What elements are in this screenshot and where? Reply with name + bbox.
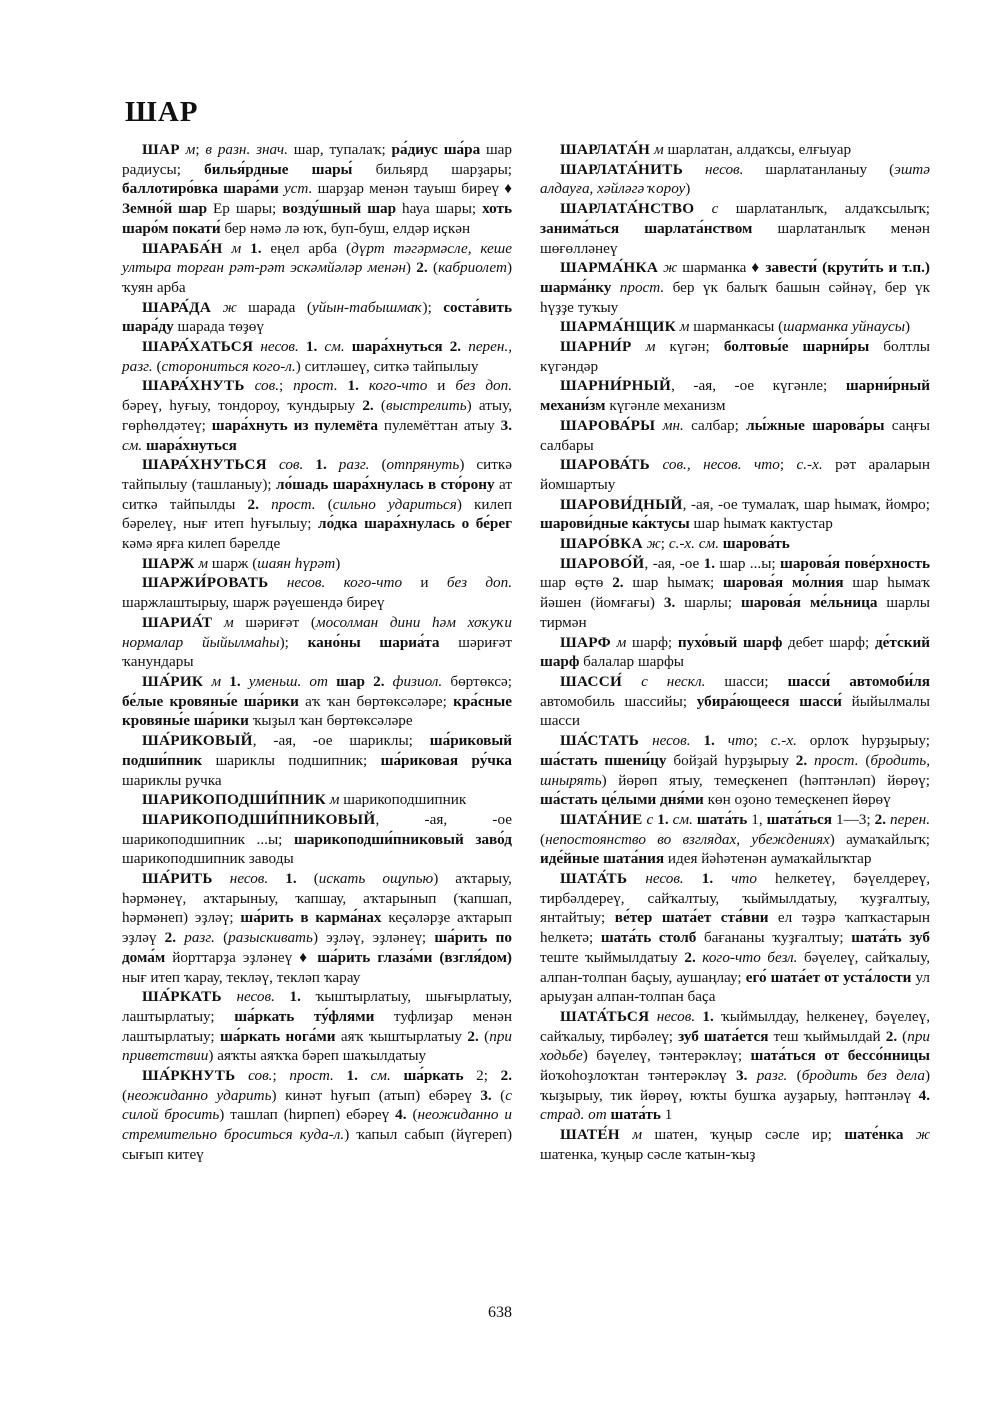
dictionary-entry: ША́РКАТЬ несов. 1. ҡыштырлатыу, шығырлатыу, лаштырлатыу; ша́ркать ту́флями туфлиҙар менән лаштырлатыу; ша́ркать нога́ми аяҡ ҡыштырлатыу 2. (при приветствии) аяҡты аяҡҡа бәреп шаҡылдатыу: [122, 988, 512, 1065]
dictionary-entry: ШАРЖ м шарж (шаян һүрәт): [142, 554, 341, 572]
dictionary-entry: ШАТА́ТЬСЯ несов. 1. ҡыймылдау, һелкенеү, бәүелеү, сайҡалыу, тирбәлеү; зуб шата́ется теш ҡыймылдай 2. (при ходьбе) бәүелеү, тәнтерәкләү; шата́ться от бессо́нницы йоҡоһоҙлоҡтан тәнтерәкләү 3. разг. (бродить без дела) ҡыҙырыу, тик йөрөү, юҡты бушҡа ауҙарыу, һәптәнләү 4. страд. от шата́ть 1: [540, 1007, 931, 1124]
dictionary-entry: ША́РИКОВЫЙ, -ая, -ое шариклы; ша́риковый подши́пник шариклы подшипник; ша́риковая ру́чка шариклы ручка: [122, 732, 512, 789]
dictionary-entry: ШАРМА́НЩИК м шарманкасы (шарманка уйнаусы): [560, 318, 911, 336]
dictionary-entry: ШАРА́ХАТЬСЯ несов. 1. см. шара́хнуться 2. перен., разг. (сторониться кого-л.) ситләшеү, ситкә тайпылыу: [122, 338, 513, 375]
dictionary-entry: ШАРЖИ́РОВАТЬ несов. кого-что и без доп. шаржлаштырыу, шарж рәүешендә биреү: [122, 574, 512, 612]
dictionary-entry: ША́РКНУТЬ сов.; прост. 1. см. ша́ркать 2; 2. (неожиданно ударить) кинәт һуғып (атып) ебәреү 3. (с силой бросить) ташлап (һирпеп) ебәреү 4. (неожиданно и стремительно броситься куда-л.) ҡапыл сабып (йүгереп) сығып китеү: [122, 1067, 513, 1163]
dictionary-entry: ША́РИТЬ несов. 1. (искать ощупью) аҡтарыу, һәрмәнеү, аҡтарыныу, ҡапшау, аҡтарынып (ҡапшап, һәрмәнеп) эҙләү; ша́рить в карма́нах кеҫәләрҙе аҡтарып эҙләү 2. разг. (разыскивать) эҙләү, эҙләнеү; ша́рить по дома́м йорттарҙа эҙләнеү ♦ ша́рить глаза́ми (взгля́дом) нығ итеп ҡарау, текләү, текләп ҡарау: [122, 870, 513, 986]
dictionary-entry: ШАТА́НИЕ с 1. см. шата́ть 1, шата́ться 1—3; 2. перен. (непостоянство во взглядах, убеждениях) аумаҡайлыҡ; иде́йные шата́ния идея йәһәтенән аумаҡайлыҡтар: [540, 810, 930, 868]
dictionary-entry: ШАРНИ́РНЫЙ, -ая, -ое күгәнле; шарни́рный механи́зм күгәнле механизм: [540, 377, 930, 415]
dictionary-entry: ШАРИКОПОДШИ́ПНИК м шарикоподшипник: [142, 791, 467, 809]
dictionary-entry: ШАРЛАТА́НСТВО с шарлатанлыҡ, алдаҡсылыҡ; занима́ться шарлата́нством шарлатанлыҡ менән шөғөлләнеү: [540, 200, 930, 257]
dictionary-entry: ШАРЛАТА́Н м шарлатан, алдаҡсы, елғыуар: [560, 141, 852, 158]
dictionary-entry: ШАРНИ́Р м күгән; болтовы́е шарни́ры болтлы күгәндәр: [540, 338, 930, 375]
dictionary-entry: ША́РИК м 1. уменьш. от шар 2. физиол. бөртөксә; бе́лые кровяны́е ша́рики аҡ ҡан бөртөксәләре; кра́сные кровяны́е ша́рики ҡыҙыл ҡан бөртөксәләре: [122, 672, 512, 730]
dictionary-entry: ШАРОВА́РЫ мн. салбар; лы́жные шарова́ры саңғы салбары: [540, 416, 931, 454]
dictionary-entry: ШАРА́ДА ж шарада (уйын-табышмаҡ); соста́вить шара́ду шарада төҙөү: [122, 298, 512, 336]
dictionary-entry: ШАССИ́ с нескл. шасси; шасси́ автомоби́ля автомобиль шассийы; убира́ющееся шасси́ йыйылмалы шасси: [540, 672, 931, 730]
dictionary-entry: ША́СТАТЬ несов. 1. что; с.-х. орлоҡ һурҙырыу; ша́стать пшени́цу бойҙай һурҙырыу 2. прост. (бродить, шнырять) йөрөп ятыу, темеҫкенеп (һәптәнләп) йөрөү; ша́стать це́лыми дня́ми көн оҙоно темеҫкенеп йөрөү: [540, 732, 931, 809]
dictionary-entry: ШАРАБА́Н м 1. еңел арба (дүрт тәгәрмәсле, кеше ултыра торған рәт-рәт эскәмйәләр менән) 2. (кабриолет) ҡуян арба: [122, 239, 513, 296]
dictionary-entry: ШАРИА́Т м шәриғәт (мосолман дини һәм хоҡуҡи нормалар йыйылмаһы); кано́ны шариа́та шәриғәт ҡанундары: [122, 613, 513, 671]
dictionary-entry: ШАР м; в разн. знач. шар, тупалаҡ; ра́диус ша́ра шар радиусы; билья́рдные шары́ бильярд шарҙары; баллотиро́вка шара́ми уст. шарҙар менән тауыш биреү ♦ Земно́й шар Ер шары; возду́шный шар һауа шары; хоть шаро́м покати́ бер нәмә лә юҡ, буп-буш, елдәр иҫкән: [122, 141, 513, 237]
dictionary-entry: ШАРИКОПОДШИ́ПНИКОВЫЙ, -ая, -ое шарикоподшипник ...ы; шарикоподши́пниковый заво́д шарикоподшипник заводы: [122, 810, 512, 868]
dictionary-entry: ШАРА́ХНУТЬ сов.; прост. 1. кого-что и без доп. бәреү, һуғыу, тондороу, ҡундырыу 2. (выстрелить) атыу, гөрһөлдәтеү; шара́хнуть из пулемёта пулемёттан атыу 3. см. шара́хнуться: [122, 377, 512, 454]
dictionary-entry: ШАРОВА́ТЬ сов., несов. что; с.-х. рәт араларын йомшартыу: [540, 456, 930, 493]
page-number: 638: [488, 1304, 512, 1321]
dictionary-entry: ШАРОВИ́ДНЫЙ, -ая, -ое тумалаҡ, шар һымаҡ, йомро; шарови́дные ка́ктусы шар һымаҡ кактустар: [540, 495, 930, 533]
right-column: [540, 140, 930, 1165]
dictionary-entry: ШАРО́ВКА ж; с.-х. см. шарова́ть: [560, 535, 790, 553]
dictionary-entry: ШАРЛАТА́НИТЬ несов. шарлатанланыу (эштә алдауға, хәйләгә ҡороу): [540, 160, 930, 198]
running-header: ШАР: [125, 96, 199, 128]
dictionary-entry: ШАРОВО́Й, -ая, -ое 1. шар ...ы; шарова́я пове́рхность шар өҫтө 2. шар һымаҡ; шарова́я мо́лния шар һымаҡ йәшен (йомғағы) 3. шарлы; шарова́я ме́льница шарлы тирмән: [540, 554, 930, 631]
dictionary-entry: ШАТА́ТЬ несов. 1. что һелкетеү, бәүелдереү, тирбәлдереү, сайҡалтыу, ҡыймылдатыу, ҡуҙғалтыу, янтайтыу; ве́тер шата́ет ста́вни ел тәҙрә ҡапҡастарын һелкетә; шата́ть столб бағананы ҡуҙғалтыу; шата́ть зуб теште ҡыймылдатыу 2. кого-что безл. бәүелеү, сайҡалыу, алпан-толпан баҫыу, аушаңлау; его́ шата́ет от уста́лости ул арыуҙан алпан-толпан баҫа: [540, 870, 930, 1006]
dictionary-entry: ШАТЕ́Н м шатен, ҡуңыр сәсле ир; шате́нка ж шатенка, ҡуңыр сәсле ҡатын-ҡыҙ: [540, 1126, 931, 1163]
dictionary-entry: ШАРФ м шарф; пухо́вый шарф дебет шарф; де́тский шарф балалар шарфы: [540, 633, 930, 671]
dictionary-entry: ШАРМА́НКА ж шарманка ♦ завести́ (крути́ть и т.п.) шарма́нку прост. бер үк балыҡ башын сәйнәү, бер үк һүҙҙе туҡыу: [540, 259, 931, 316]
dictionary-entry: ШАРА́ХНУТЬСЯ сов. 1. разг. (отпрянуть) ситкә тайпылыу (ташланыу); ло́шадь шара́хнулась в сто́рону ат ситкә тайпылды 2. прост. (сильно удариться) килеп бәрелеү, нығ итеп һуғылыу; ло́дка шара́хнулась о бе́рег кәмә ярға килеп бәрелде: [122, 456, 513, 553]
left-column: [122, 140, 512, 1165]
